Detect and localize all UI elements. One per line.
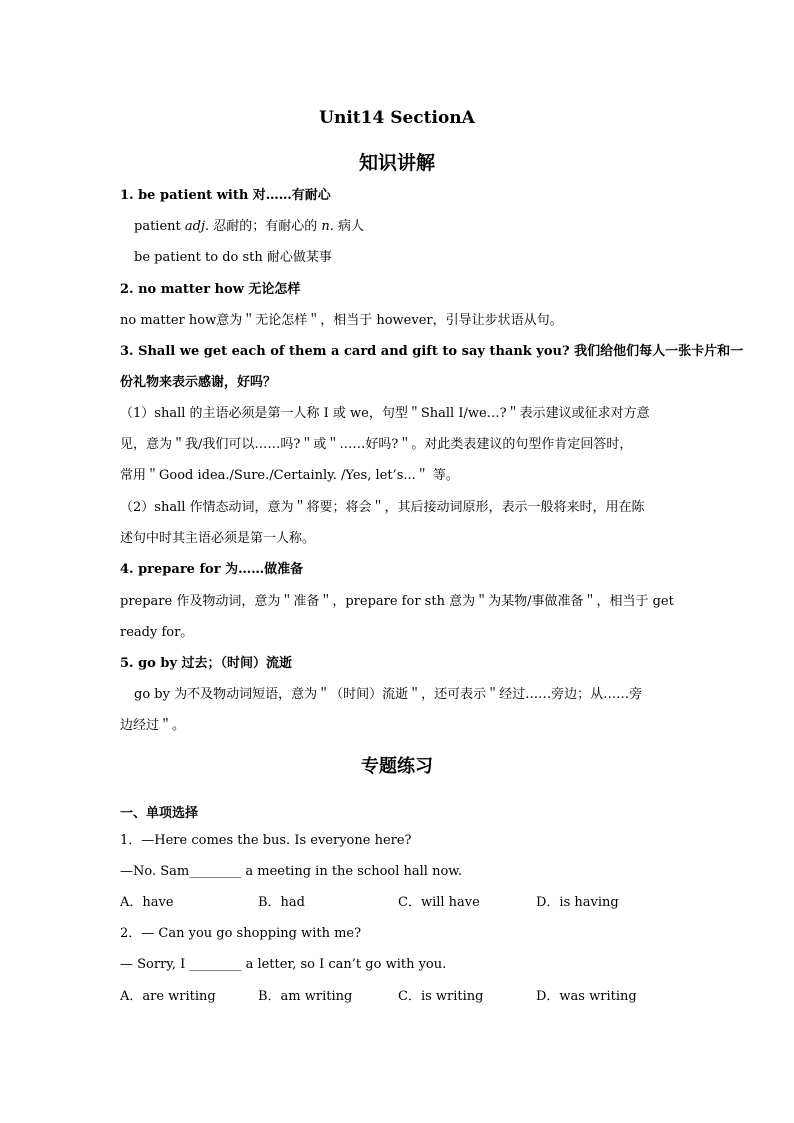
option-c[interactable]: C．will have bbox=[398, 895, 480, 910]
point-3-heading-1: 3. Shall we get each of them a card and gift to say thank you? 我们给他们每人一张卡片和一 bbox=[120, 344, 744, 359]
option-a[interactable]: A．are writing bbox=[120, 989, 216, 1004]
point-4-line-1: prepare 作及物动词，意为＂准备＂，prepare for sth 意为＂为某物/事做准备＂，相当于 get bbox=[120, 594, 674, 609]
question-1-line-2: —No. Sam________ a meeting in the school hall now. bbox=[120, 864, 462, 879]
point-5-heading: 5. go by 过去；（时间）流逝 bbox=[120, 656, 293, 671]
question-2-line-1: 2．— Can you go shopping with me? bbox=[120, 926, 362, 941]
point-3-heading-2: 份礼物来表示感谢，好吗？ bbox=[120, 375, 277, 390]
option-d[interactable]: D．was writing bbox=[536, 989, 637, 1004]
point-1-line-2: be patient to do sth 耐心做某事 bbox=[134, 250, 332, 265]
option-d[interactable]: D．is having bbox=[536, 895, 619, 910]
option-b[interactable]: B．am writing bbox=[258, 989, 353, 1004]
question-1-line-1: 1．—Here comes the bus. Is everyone here? bbox=[120, 833, 412, 848]
page-title: Unit14 SectionA bbox=[319, 108, 475, 128]
exercise-heading: 一、单项选择 bbox=[120, 806, 199, 821]
option-c[interactable]: C．is writing bbox=[398, 989, 484, 1004]
option-a[interactable]: A．have bbox=[120, 895, 174, 910]
point-3-line-2: 见，意为＂我/我们可以……吗?＂或＂……好吗?＂。对此类表建议的句型作肯定回答时， bbox=[120, 437, 633, 452]
point-2-line-1: no matter how意为＂无论怎样＂，相当于 however，引导让步状语从句。 bbox=[120, 313, 563, 328]
point-3-line-4: （2）shall 作情态动词，意为＂将要；将会＂，其后接动词原形，表示一般将来时，用在陈 bbox=[120, 500, 645, 515]
section-title-practice: 专题练习 bbox=[361, 756, 433, 777]
point-4-line-2: ready for。 bbox=[120, 625, 194, 640]
point-3-line-1: （1）shall 的主语必须是第一人称 I 或 we，句型＂Shall I/we…?＂表示建议或征求对方意 bbox=[120, 406, 650, 421]
point-3-line-3: 常用＂Good idea./Sure./Certainly. /Yes, let’s...＂ 等。 bbox=[120, 468, 459, 483]
question-2-line-2: — Sorry, I ________ a letter, so I can’t go with you. bbox=[120, 957, 447, 972]
point-5-line-2: 边经过＂。 bbox=[120, 718, 186, 733]
point-2-heading: 2. no matter how 无论怎样 bbox=[120, 282, 301, 297]
section-title-knowledge: 知识讲解 bbox=[358, 152, 435, 174]
point-1-line-1: patient adj. 忍耐的；有耐心的 n. 病人 bbox=[134, 219, 365, 234]
point-4-heading: 4. prepare for 为……做准备 bbox=[120, 562, 304, 577]
point-5-line-1: go by 为不及物动词短语，意为＂（时间）流逝＂，还可表示＂经过……旁边；从……旁 bbox=[134, 687, 643, 702]
option-b[interactable]: B．had bbox=[258, 895, 305, 910]
point-3-line-5: 述句中时其主语必须是第一人称。 bbox=[120, 531, 316, 546]
point-1-heading: 1. be patient with 对……有耐心 bbox=[120, 188, 331, 203]
